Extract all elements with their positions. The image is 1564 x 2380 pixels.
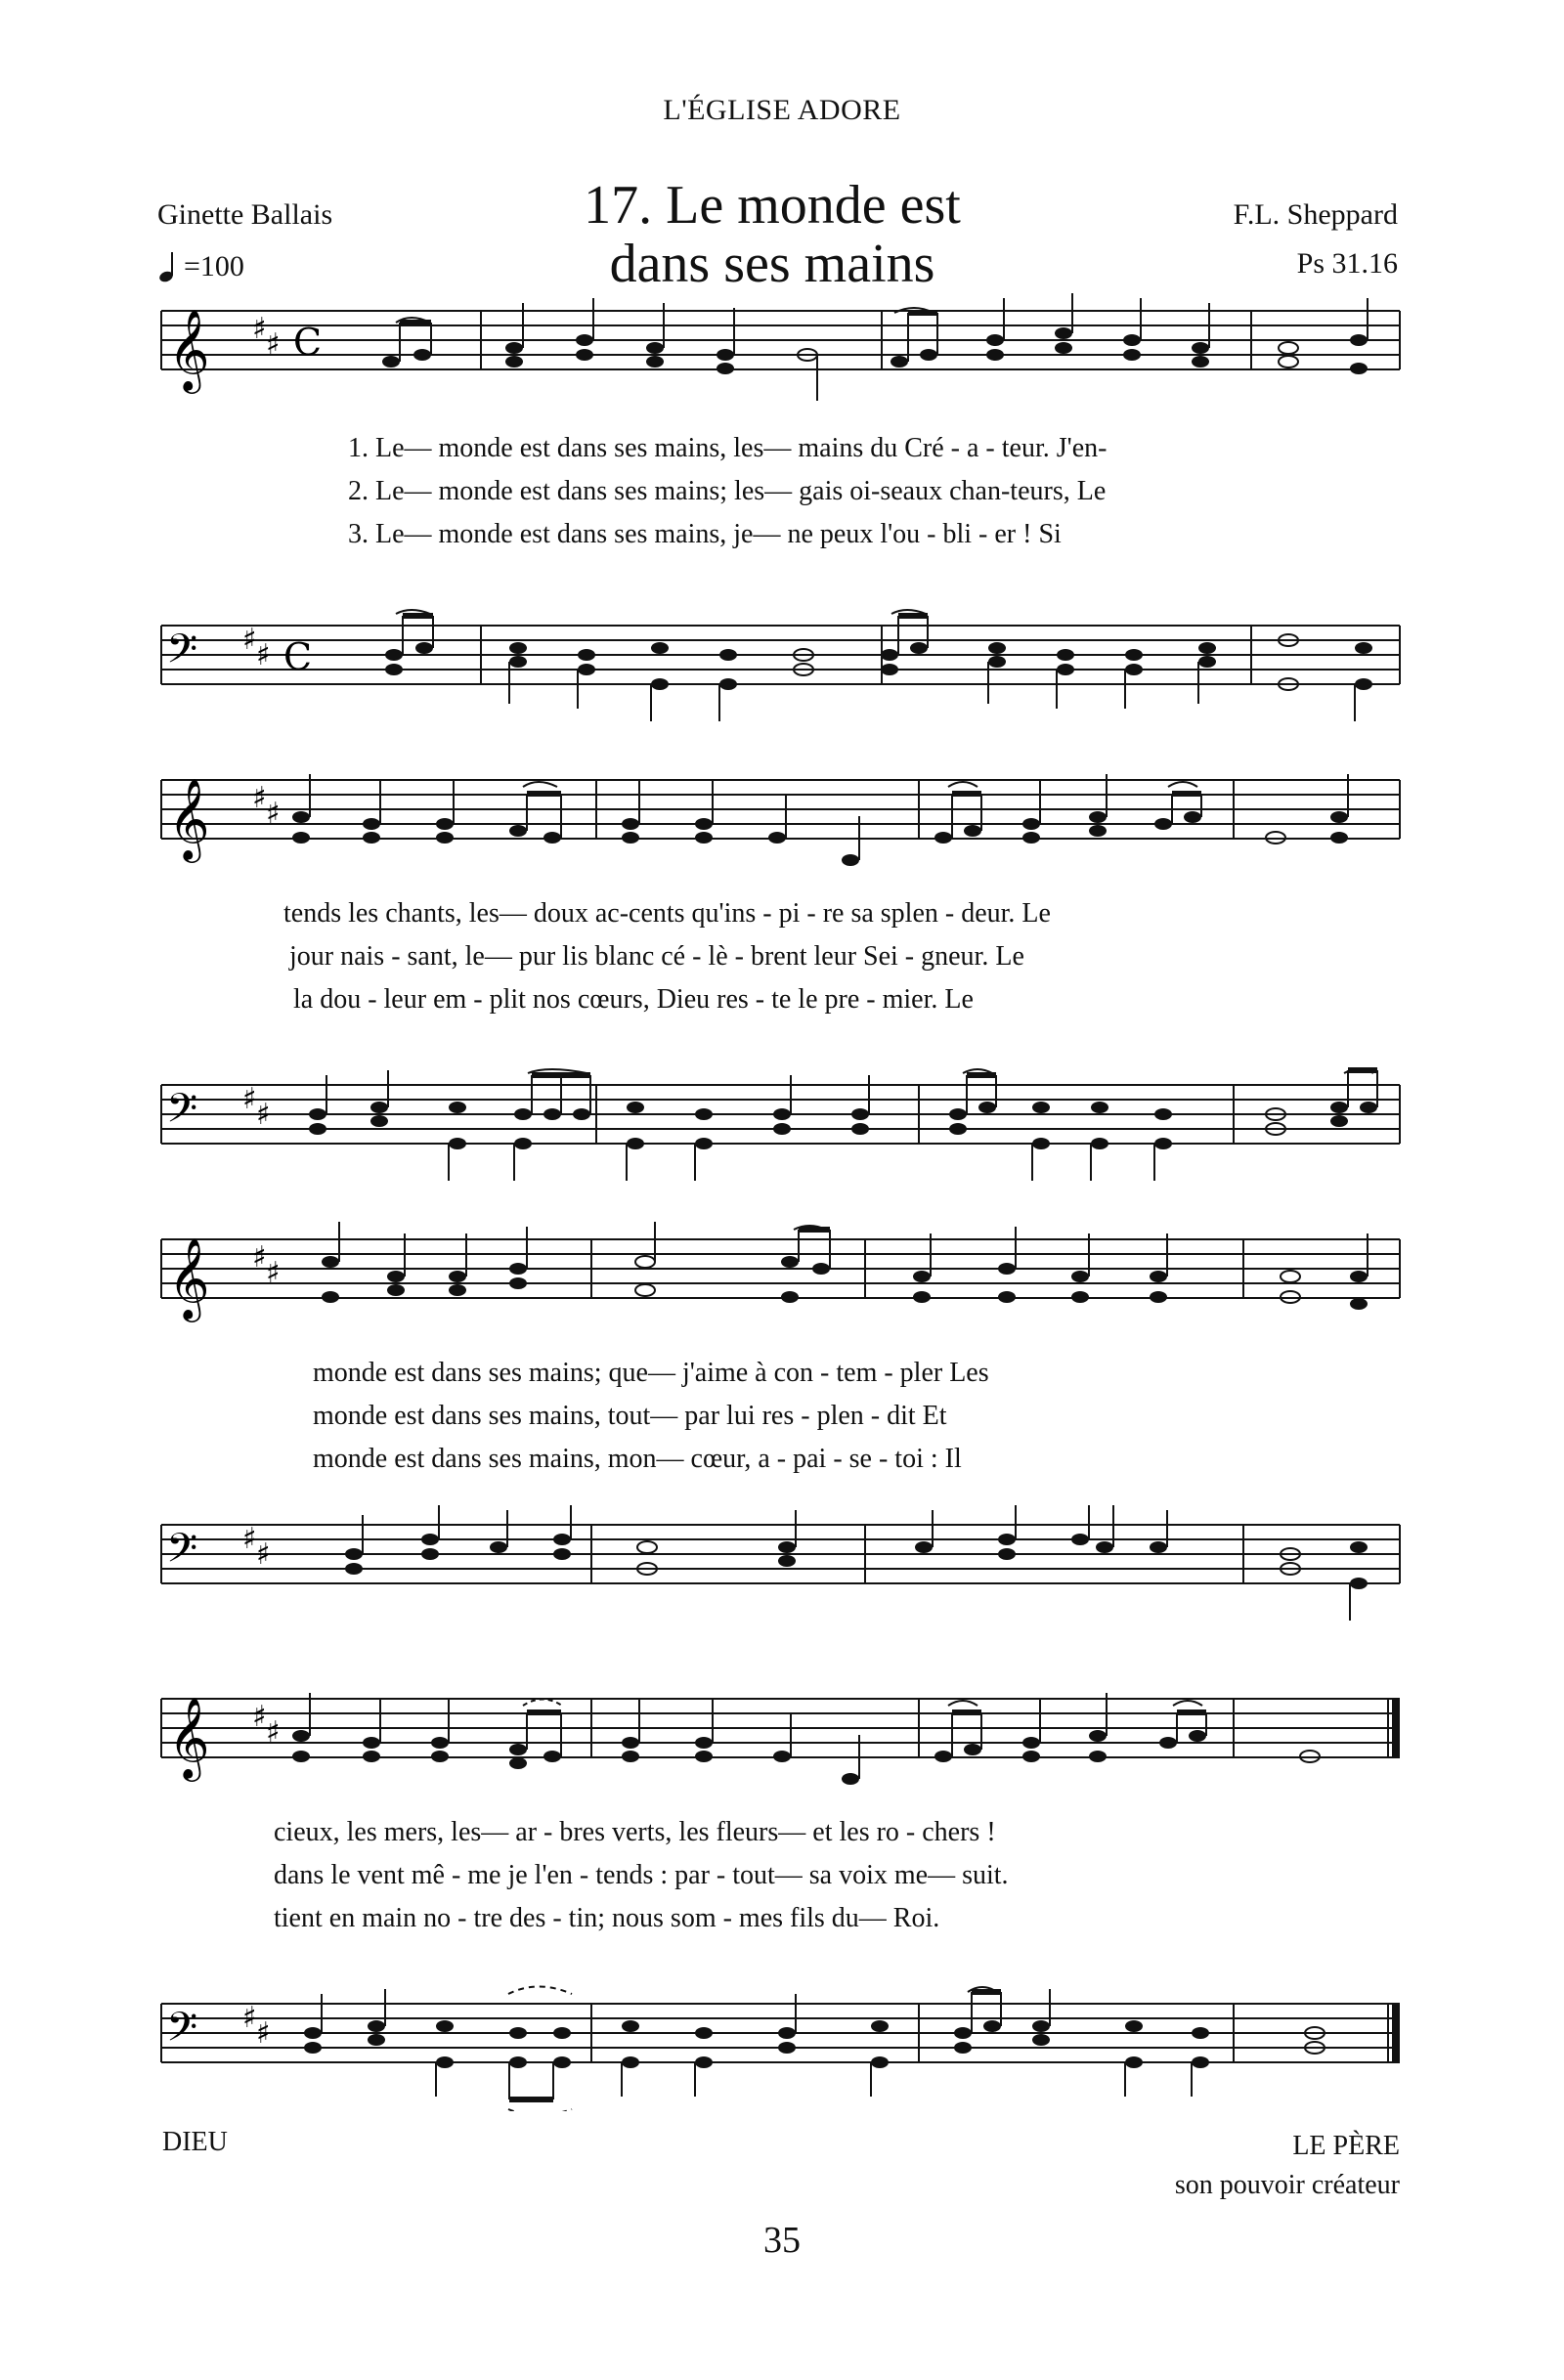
lyric-line-3-verse-3: monde est dans ses mains, mon— cœur, a - pai - se - toi : Il (313, 1444, 962, 1474)
lyric-line-3-verse-1: monde est dans ses mains; que— j'aime à con - tem - pler Les (313, 1358, 989, 1388)
lyric-line-2-verse-1: tends les chants, les— doux ac-cents qu'ins - pi - re sa splen - deur. Le (283, 898, 1051, 929)
lyric-line-1-verse-1: 1. Le— monde est dans ses mains, les— mains du Cré - a - teur. J'en- (348, 433, 1108, 463)
treble-staff-4 (0, 1681, 1564, 1808)
bass-staff-1 (0, 606, 1564, 733)
svg-text:𝄢: 𝄢 (166, 1085, 198, 1142)
lyric-line-3-verse-2: monde est dans ses mains, tout— par lui res - plen - dit Et (313, 1401, 947, 1431)
tempo-marking (158, 250, 244, 283)
composer-name: Ginette Ballais (157, 198, 333, 231)
svg-text:𝄢: 𝄢 (166, 1525, 198, 1581)
svg-text:𝄢: 𝄢 (166, 2004, 198, 2060)
title-line-1: 17. Le monde est (584, 175, 961, 236)
treble-staff-1 (0, 293, 1564, 420)
lyric-line-1-verse-2: 2. Le— monde est dans ses mains; les— gais oi-seaux chan-teurs, Le (348, 476, 1107, 506)
svg-text:♯: ♯ (266, 327, 281, 362)
lyric-line-2-verse-2: jour nais - sant, le— pur lis blanc cé - lè - brent leur Sei - gneur. Le (289, 941, 1024, 972)
svg-text:♯: ♯ (242, 623, 257, 657)
svg-text:𝄞: 𝄞 (168, 1696, 210, 1778)
footer-theme-title: LE PÈRE (1292, 2131, 1400, 2161)
svg-text:♯: ♯ (242, 1082, 257, 1116)
tempo-value: =100 (184, 250, 244, 282)
lyric-line-4-verse-2: dans le vent mê - me je l'en - tends : par - tout— sa voix me— suit. (274, 1860, 1009, 1890)
author-name: F.L. Sheppard (1233, 198, 1398, 231)
svg-text:♯: ♯ (266, 1715, 281, 1750)
hymn-title (547, 176, 997, 293)
svg-text:C: C (293, 321, 323, 364)
bass-staff-3 (0, 1505, 1564, 1632)
lyric-line-4-verse-1: cieux, les mers, les— ar - bres verts, les fleurs— et les ro - chers ! (274, 1817, 996, 1847)
quarter-note-icon (158, 250, 180, 283)
svg-text:♯: ♯ (256, 1098, 271, 1132)
svg-text:𝄞: 𝄞 (168, 777, 210, 859)
treble-staff-2 (0, 762, 1564, 889)
svg-text:𝄞: 𝄞 (168, 308, 210, 390)
svg-text:♯: ♯ (266, 1256, 281, 1290)
svg-text:𝄢: 𝄢 (166, 626, 198, 682)
section-heading: L'ÉGLISE ADORE (663, 94, 901, 126)
svg-text:♯: ♯ (252, 312, 267, 346)
footer-category: DIEU (162, 2127, 228, 2157)
title-line-2: dans ses mains (609, 234, 935, 294)
page-number: 35 (763, 2220, 801, 2261)
svg-text:♯: ♯ (242, 2001, 257, 2035)
svg-text:♯: ♯ (256, 1537, 271, 1572)
svg-text:𝄞: 𝄞 (168, 1236, 210, 1319)
svg-text:C: C (283, 635, 313, 678)
svg-text:♯: ♯ (252, 1700, 267, 1734)
svg-text:♯: ♯ (252, 781, 267, 815)
treble-staff-3 (0, 1222, 1564, 1349)
bass-staff-2 (0, 1065, 1564, 1192)
bass-staff-4 (0, 1965, 1564, 2111)
lyric-line-1-verse-3: 3. Le— monde est dans ses mains, je— ne peux l'ou - bli - er ! Si (348, 519, 1062, 549)
svg-text:♯: ♯ (252, 1240, 267, 1275)
svg-text:♯: ♯ (242, 1522, 257, 1556)
footer-theme-subtitle: son pouvoir créateur (1174, 2170, 1400, 2200)
scripture-reference: Ps 31.16 (1296, 247, 1398, 280)
svg-text:♯: ♯ (266, 797, 281, 831)
lyric-line-4-verse-3: tient en main no - tre des - tin; nous som - mes fils du— Roi. (274, 1903, 940, 1933)
svg-text:♯: ♯ (256, 2016, 271, 2051)
lyric-line-2-verse-3: la dou - leur em - plit nos cœurs, Dieu res - te le pre - mier. Le (293, 984, 974, 1015)
svg-text:♯: ♯ (256, 638, 271, 672)
footer-theme (1175, 2127, 1400, 2205)
